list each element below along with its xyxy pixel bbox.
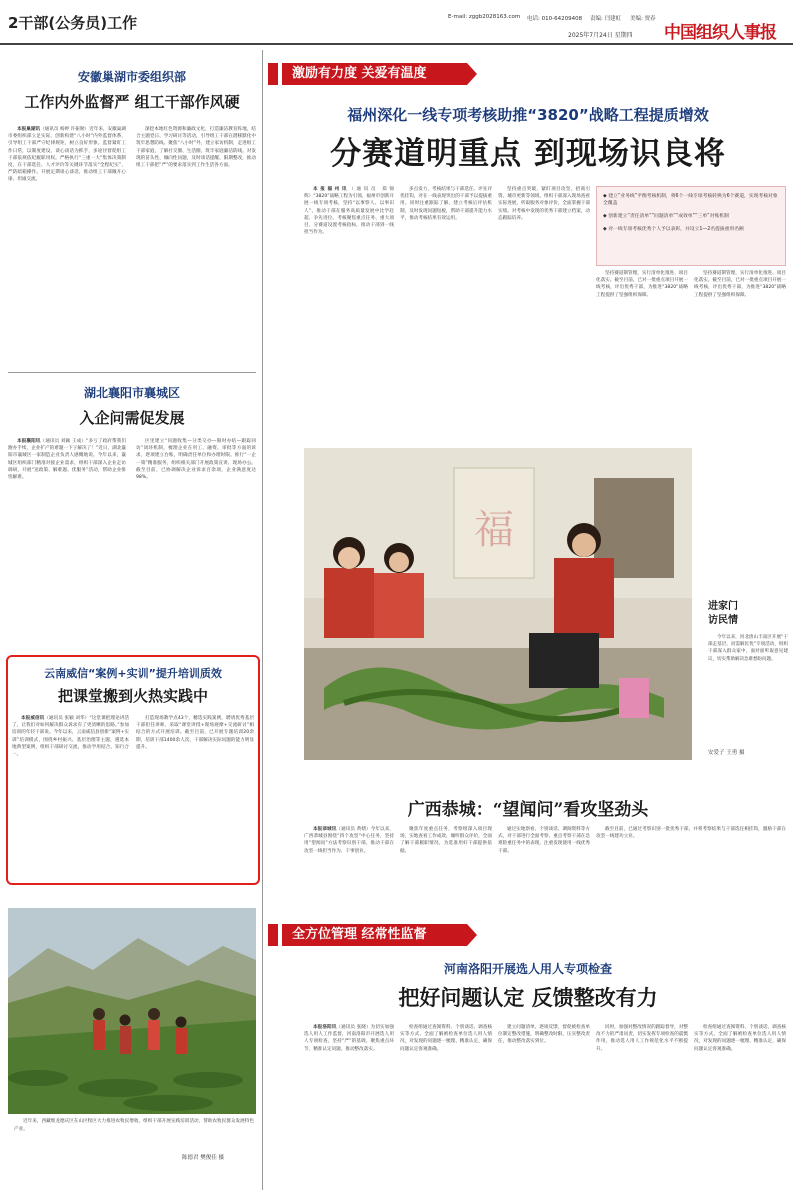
lead-title: 分赛道明重点 到现场识良将 [330, 136, 726, 172]
header-phone: 电话: 010-64209408 [527, 16, 583, 22]
body-text: 聚焦年度重点任务，考察组深入项目现场，实地查看工作成效，倾听群众评价，全面了解干部履职情况，为选准用好干部提供依据。 [400, 827, 492, 854]
gongcheng-body-col3 [498, 826, 590, 918]
photo-credit: 陈德君 樊俊佳 摄 [182, 1155, 224, 1161]
gongcheng-body-col4 [596, 826, 786, 918]
luoyang-body-col1 [304, 1024, 394, 1174]
article-body-col2 [136, 126, 256, 366]
highlight-item: ◆ 建立“业务线”平衡考核机制，将6个一线专项考核转换为6个赛道，实现考核对象全覆盖 [603, 194, 778, 206]
body-text: 深挖本地红色资源和廉政文化，打造廉洁教育阵地，结合主题党日、学习研讨等活动，引导组工干部在潜移默化中筑牢思想防线。聚焦“八小时”外，建立家访机制，走进组工干部家庭，了解社交圈、生活圈，筑牢家庭廉洁防线。对发现的苗头性、倾向性问题，及时谈话提醒、限期整改，推动组工干部把“严”的要求落实到工作生活各方面。 [136, 127, 256, 169]
section-flag-marker [268, 924, 278, 946]
highlights-box [596, 186, 786, 266]
byline: 本报洛阳讯 [313, 1025, 337, 1030]
body-text: 检查组通过查阅资料、个别谈话、调查核实等方式，全面了解被检查单位选人用人情况，对发现的问题逐一梳理、精准认定，确保问题认定客观准确。 [694, 1025, 786, 1052]
body-text: 建立问题清单，逐项反馈，督促被检查单位制定整改措施，明确整改时限，压实整改责任，推动整改落实到位。 [498, 1025, 590, 1045]
article-kicker: 湖北襄阳市襄城区 [83, 386, 180, 400]
byline: 本报襄阳讯 [17, 439, 41, 444]
caption-text: 近年来，西藏堆龙德庆区在山区牧区大力推进农牧民增收，组织干部开展实践培训活动，帮助农牧民群众发展特色产业。 [14, 1119, 254, 1132]
highlight-item: ◆ 对一线专项考核优秀个人予以表彰，并设立1—2名提拔重用名额 [603, 227, 744, 232]
photo-home-visit [304, 448, 692, 760]
article-luoyang-kicker: 河南洛阳开展选人用人专项检查 [443, 962, 612, 976]
article-weixin-highlight [6, 655, 260, 885]
article-xiangyang [8, 378, 256, 648]
article-gongcheng-title: 广西恭城：“望闻问”看攻坚劲头 [407, 800, 649, 820]
luoyang-body-col2 [400, 1024, 492, 1174]
header-editor: 责编: 闫建虹 [590, 16, 622, 22]
feature-caption [708, 634, 788, 724]
lead-kicker: 福州深化一线专项考核助推“3820”战略工程提质增效 [347, 106, 709, 124]
caption-text: 今年以来，河北唐山丰南区开展“干部走基层、问需解民忧”专项活动，组织干部深入群众家中，面对面听取意见建议，切实帮助解决急难愁盼问题。 [708, 635, 788, 662]
lead-body-col2 [400, 186, 492, 446]
newspaper-logo: 中国组织人事报 [664, 23, 776, 43]
body-text: （通讯员 黄婧）今年以来，广西恭城县围绕“四个攻坚”中心任务，坚持用“望闻问”方法考察识别干部，推动干部在攻坚一线担当作为、干事创业。 [304, 827, 394, 854]
section-flag-marker [268, 63, 278, 85]
body-text: 截至目前，已通过考察识别一批优秀干部，并将考察结果与干部选任相挂钩，激励干部在攻坚一线建功立业。 [596, 827, 786, 840]
article-separator [8, 372, 256, 373]
article-body-col1 [8, 438, 126, 648]
body-text: 坚持赛道制管理，实行清单化推进、项目化落实。截至目前，已对一批重点项目开展一线考核，评出优秀干部，为推进“3820”战略工程提供了坚强组织保障。 [596, 271, 688, 298]
header-email: E-mail: zggb2028163.com [448, 14, 521, 20]
lead-body-col5 [694, 270, 786, 446]
luoyang-body-col5 [694, 1024, 786, 1174]
byline: 本报恭城讯 [313, 827, 337, 832]
gongcheng-body-col2 [400, 826, 492, 918]
header-designer: 美编: 贾春 [630, 16, 656, 22]
luoyang-body-col4 [596, 1024, 688, 1174]
photo-tibet-field [8, 908, 256, 1114]
photo-caption [14, 1118, 254, 1148]
body-text: 多点发力，考核结果与干部选任、评先评优挂钩，对在一线表现突出的干部予以提拔重用。同时注重跟踪了解，建立考核后评估机制，及时发现问题短板，帮助干部提升能力水平，推动考核结果有效运用。 [400, 187, 492, 221]
page-header [0, 0, 793, 44]
lead-body-col3 [498, 186, 590, 446]
highlight-item: ◆ 创新建立“责任清单”“问题清单”“成效单”“三单”对账机制 [603, 214, 729, 219]
body-text: 检查组通过查阅资料、个别谈话、调查核实等方式，全面了解被检查单位选人用人情况，对发现的问题逐一梳理、精准认定，确保问题认定客观准确。 [400, 1025, 492, 1052]
byline: 本报福州讯 [313, 187, 350, 192]
feature-credit: 安爱子 王勇 摄 [708, 750, 745, 756]
luoyang-body-col3 [498, 1024, 590, 1174]
body-text: （通讯员 郑锦辉）“3820”战略工程为引领，福州市创新开展一线专项考核，坚持“以事察人、以事识人”，推动干部在服务高质量发展中比学赶超、争先进位。考核聚焦重点任务、重大项目，分赛道设置考核指标，推动干部到一线担当作为。 [304, 187, 394, 236]
body-text: （通讯员 杨婷 许振勋）近年来，安徽巢湖市委组织部立足实际，创新构建“八小时”内外监督体系，引导组工干部严守纪律规矩，树立良好形象。监督紧盯工作日常，以制度建设、谈心谈话为抓手，多途径督促组工干部依规依纪履职用权。严格执行“三重一大”集体决策制度，在干部选任、人才评价等关键环节落实“全程纪实”，严防暗箱操作。开展定期谈心谈话，推动组工干部敞开心扉、坦诚交流。 [8, 127, 126, 183]
article-kicker: 云南威信“案例+实训”提升培训质效 [44, 667, 222, 680]
svg-text:福: 福 [474, 507, 514, 553]
body-text: 坚持赛道制管理，实行清单化推进、项目化落实。截至目前，已对一批重点项目开展一线考核，评出优秀干部，为推进“3820”战略工程提供了坚强组织保障。 [694, 271, 786, 298]
header-date: 2025年7月24日 星期四 [568, 32, 633, 39]
section-flag-incentive: 激励有力度 关爱有温度 [282, 63, 467, 85]
article-kicker: 安徽巢湖市委组织部 [77, 70, 186, 84]
gongcheng-body-col1 [304, 826, 394, 918]
header-rule [0, 43, 793, 45]
body-text: （通讯员 张晓）为切实加强选人用人工作监督，河南洛阳市开展选人用人专项检查，坚持“严”的基调，聚焦重点环节，精准认定问题，推动整改落实。 [304, 1025, 394, 1052]
article-chaohu [8, 60, 256, 370]
body-text: 通过实地察看、个别谈话、调阅资料等方式，对干部进行全面考察，重点考察干部在急难险重任务中的表现，注重发现使用一线优秀干部。 [498, 827, 590, 854]
body-text: （通讯员 张颖 刘华）“这堂课把理论讲活了，让我们对如何解决群众诉求有了更清晰的思路。”参加培训的年轻干部说。今年以来，云南威信县创新“案例+实训”培训模式，围绕乡村振兴、基层治理等主题，遴选本地典型案例，组织干部研讨交流，推动学用结合、知行合一。 [12, 716, 129, 758]
section-flag-supervision: 全方位管理 经常性监督 [282, 924, 467, 946]
article-body-col1 [8, 126, 126, 366]
byline: 本报威信讯 [21, 716, 45, 721]
highlight-text: 建立“业务线”平衡考核机制，将6个一线专项考核转换为6个赛道，实现考核对象全覆盖 [603, 194, 778, 206]
article-body-col2 [136, 715, 254, 877]
column-divider [262, 50, 263, 1190]
article-luoyang-title: 把好问题认定 反馈整改有力 [398, 985, 658, 1010]
lead-body-col4 [596, 270, 688, 446]
body-text: 区里建立“问题收集—分类交办—限时办结—跟踪回访”闭环机制，梳理企业在用工、融资、审批等方面的诉求，逐项建立台账，明确责任单位和办理时限。推行“一企一策”精准服务，组织相关部门开展政策宣讲、现场办公。截至目前，已协调解决企业诉求百余项，企业满意度达98%。 [136, 439, 256, 481]
article-body-col1 [12, 715, 129, 877]
section-title: 2干部(公务员)工作 [8, 14, 138, 32]
article-title: 入企问需促发展 [79, 409, 185, 427]
body-text: （通讯员 刘颖 王成）“多亏了政府帮我们跑办手续，企业扩产的难题一下子解决了！”近日，湖北襄阳市襄城区一家制造企业负责人感慨地说。今年以来，襄城区组织部门精准对接企业需求，组织干部深入企业走访调研，开展“送政策、解难题、优服务”活动，帮助企业排忧解难。 [8, 439, 126, 481]
feature-side-title: 进家门 访民情 [708, 601, 738, 626]
body-text: 同时，加强对整改情况的跟踪督导，对整改不力的严肃问责，切实发挥专项检查的震慑作用，推动选人用人工作规范化水平不断提升。 [596, 1025, 688, 1052]
article-title: 工作内外监督严 组工干部作风硬 [24, 93, 240, 111]
byline: 本报巢湖讯 [17, 127, 41, 132]
body-text: 坚持重点突破，紧盯项目攻坚、招商引资、城市更新等领域，组织干部深入现场查看实际进展，听取服务对象评价，全面掌握干部实绩。对考核中发现的优秀干部建立档案，动态跟踪培养。 [498, 187, 590, 221]
highlight-text: 对一线专项考核优秀个人予以表彰，并设立1—2名提拔重用名额 [608, 227, 744, 232]
article-body-col2 [136, 438, 256, 648]
body-text: 打造现场教学点43个，精选实践案例，聘请优秀基层干部担任讲师，采取“课堂讲授+现场观摩+交流研讨”相结合的方式开展培训。截至目前，已开展专题培训20余期，培训干部1400余人次，干部解决实际问题的能力明显提升。 [136, 716, 254, 750]
lead-body-col1 [304, 186, 394, 446]
article-title: 把课堂搬到火热实践中 [57, 687, 208, 705]
highlight-text: 创新建立“责任清单”“问题清单”“成效单”“三单”对账机制 [608, 214, 729, 219]
